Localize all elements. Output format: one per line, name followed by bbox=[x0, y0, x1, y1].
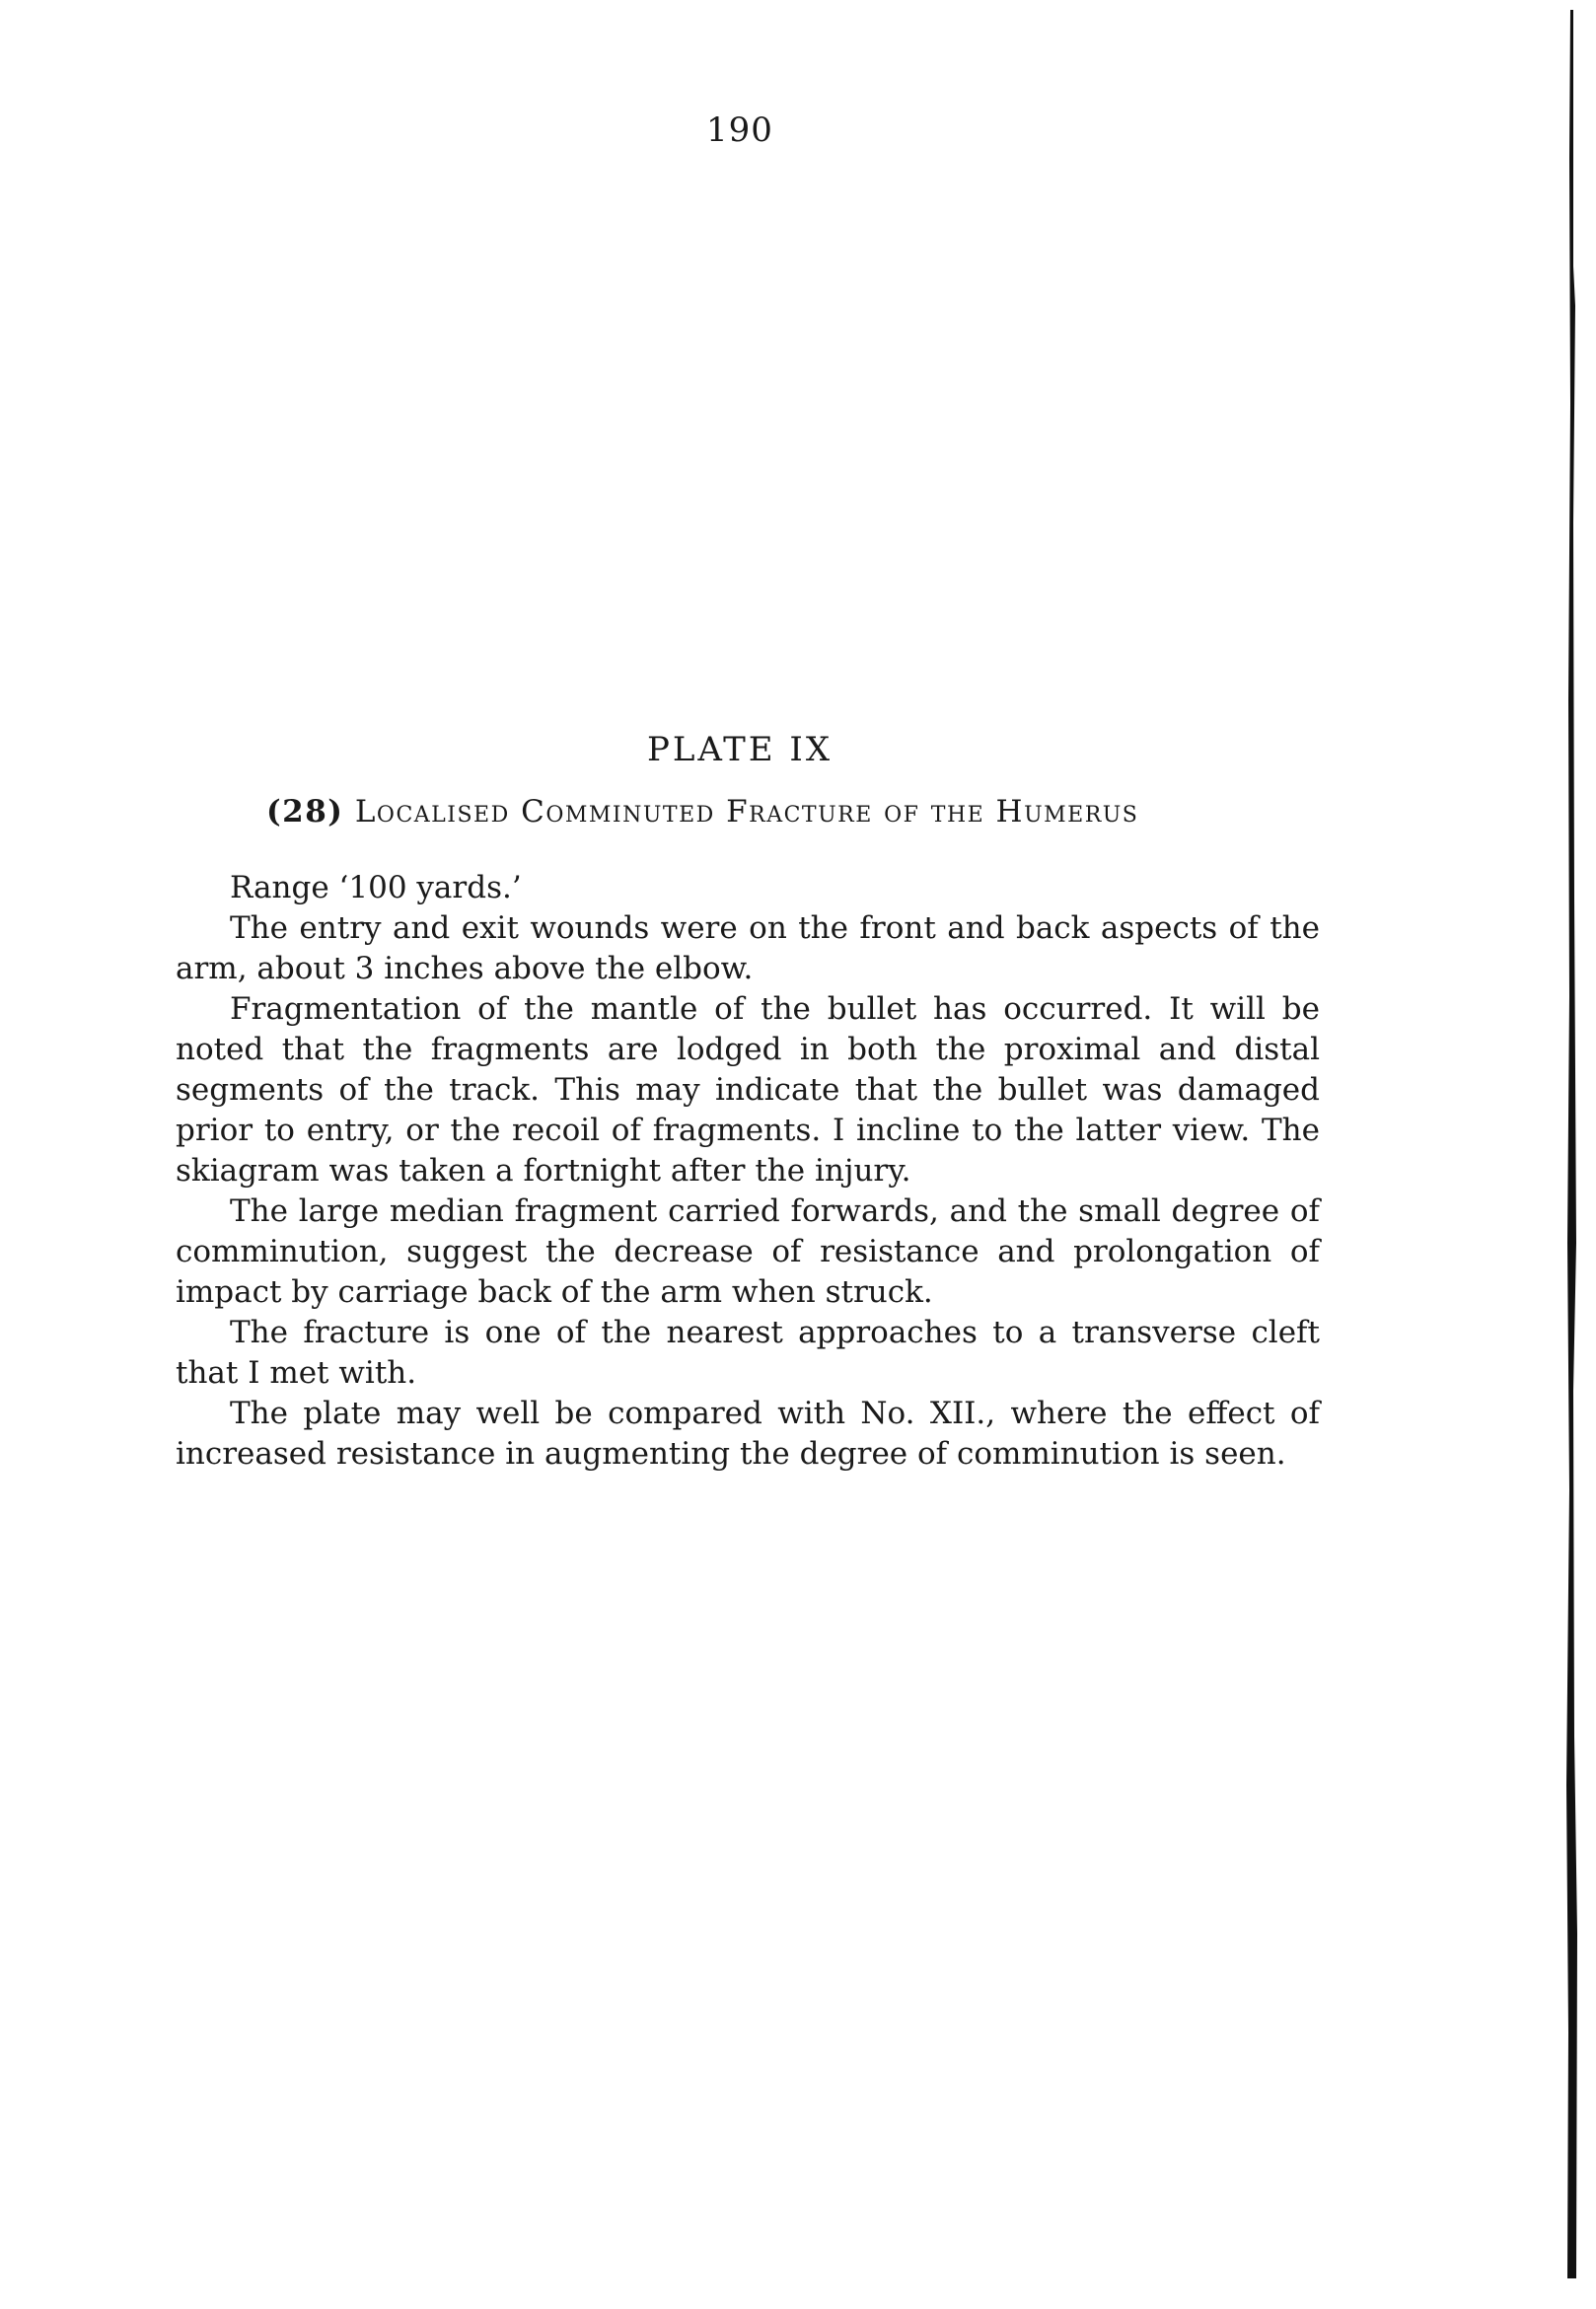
page-number: 190 bbox=[706, 110, 773, 150]
paragraph-fracture: The fracture is one of the nearest approaches to a transverse cleft that I met with. bbox=[176, 1315, 1320, 1391]
binding-edge bbox=[1564, 10, 1578, 2278]
section-heading-text: Localised Comminuted Fracture of the Humerus bbox=[354, 794, 1139, 830]
paragraph-fragmentation: Fragmentation of the mantle of the bullet has occurred. It will be noted that the fragments are lodged in both the proximal and distal segments of the track. This may indicate that the bullet was damaged prior to entry, or the recoil of fragments. I incline to the latter view. The skiagram was taken a fortnight after the injury. bbox=[176, 991, 1320, 1189]
paragraph-range: Range ‘100 yards.’ bbox=[230, 870, 522, 905]
plate-title: PLATE IX bbox=[646, 730, 834, 769]
paragraph-median-fragment: The large median fragment carried forwards, and the small degree of comminution, suggest the decrease of resistance and prolongation of impact by carriage back of the arm when struck. bbox=[176, 1193, 1320, 1310]
paragraph-comparison: The plate may well be compared with No. XII., where the effect of increased resistance in augmenting the degree of comminution is seen. bbox=[176, 1396, 1320, 1472]
paragraph-wounds: The entry and exit wounds were on the front and back aspects of the arm, about 3 inches above the elbow. bbox=[176, 910, 1320, 986]
section-heading bbox=[266, 794, 1332, 830]
section-heading-number: (28) bbox=[266, 794, 344, 830]
body-text bbox=[176, 868, 1320, 1475]
